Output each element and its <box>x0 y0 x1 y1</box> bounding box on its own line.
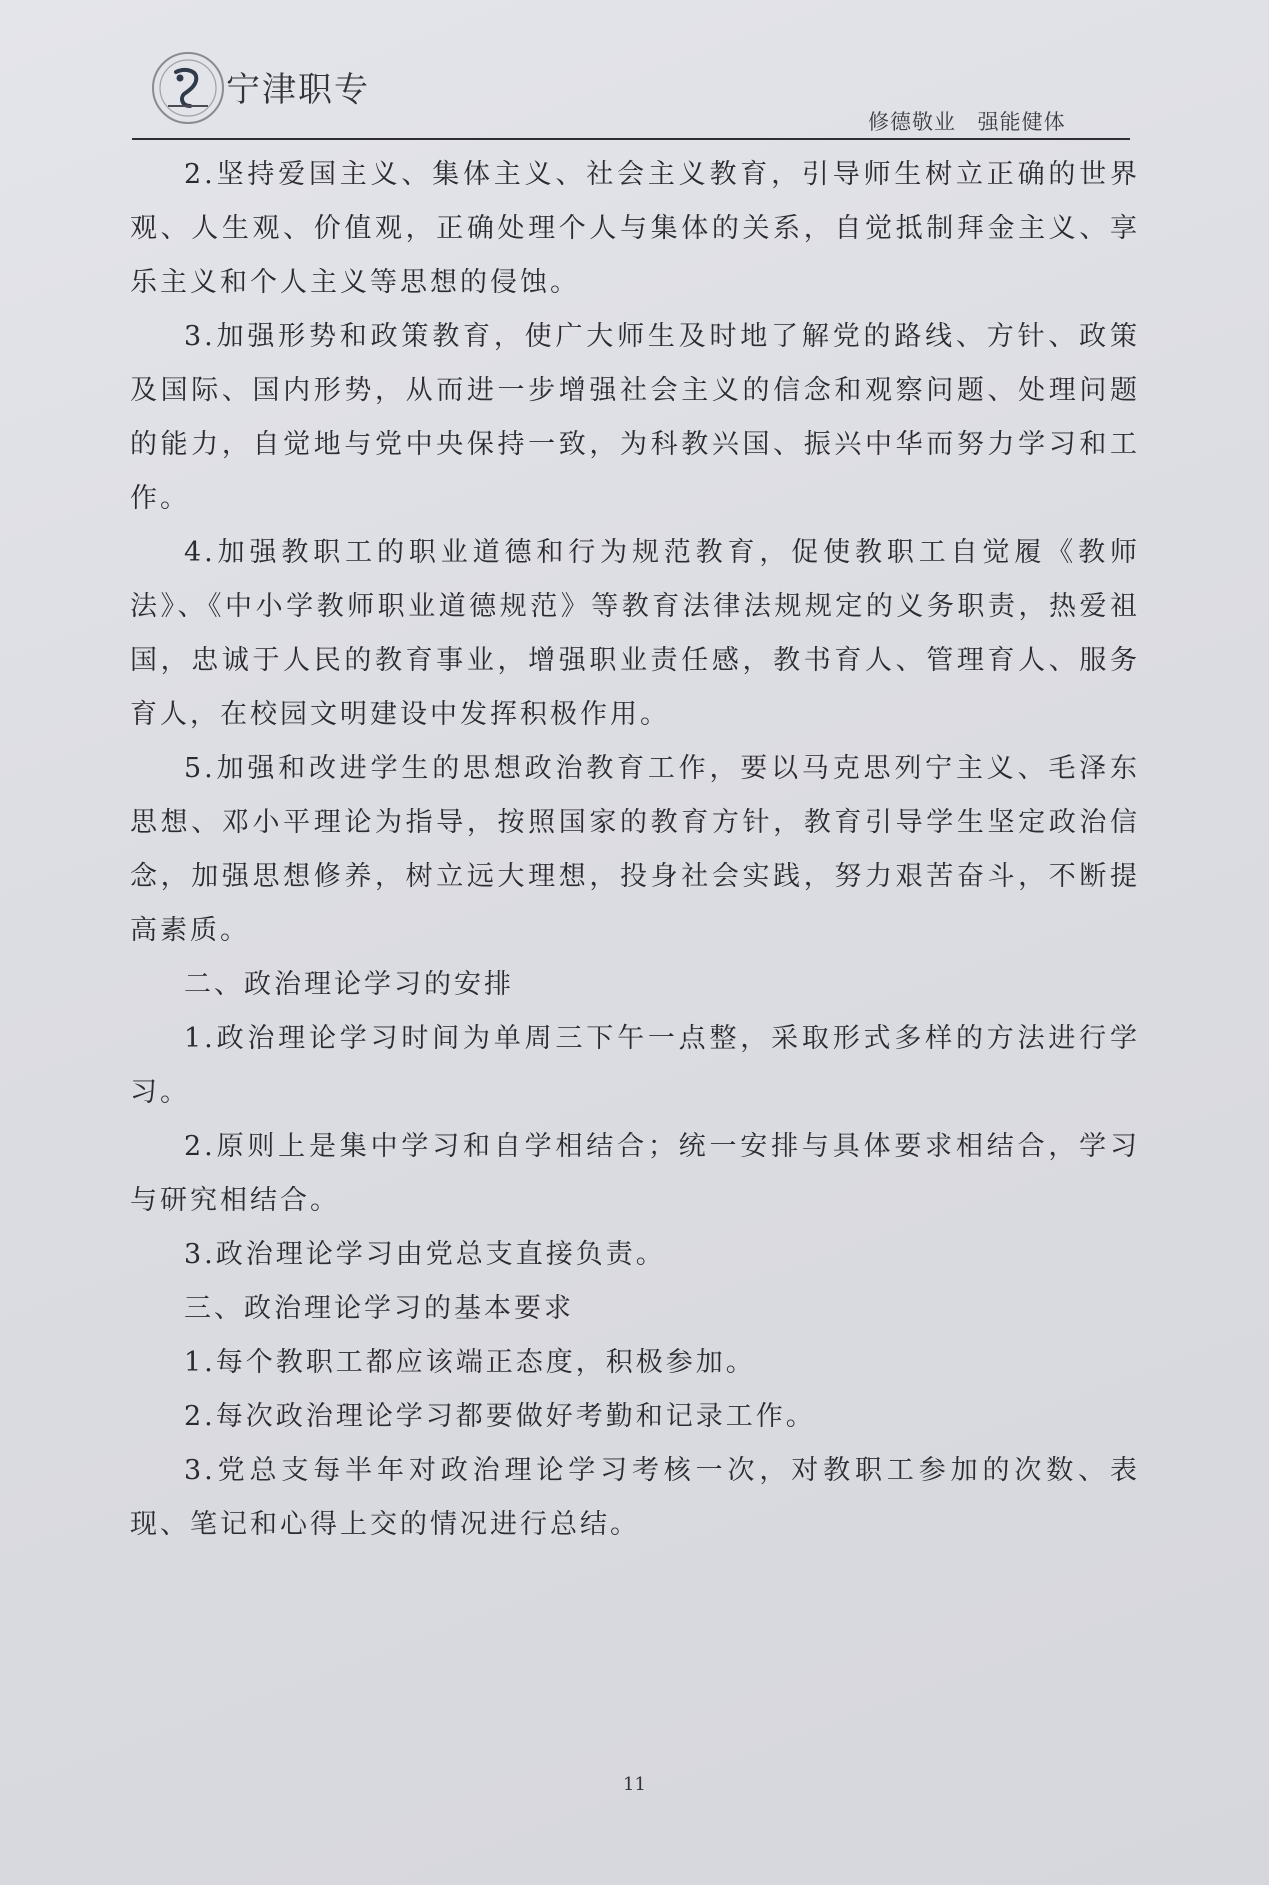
list-item: 1.每个教职工都应该端正态度，积极参加。 <box>184 1347 756 1378</box>
document-body <box>130 148 1140 1552</box>
section-heading: 二、政治理论学习的安排 <box>184 969 514 1000</box>
list-item: 3.党总支每半年对政治理论学习考核一次，对教职工参加的次数、表现、笔记和心得上交的情况进行总结。 <box>130 1455 1140 1540</box>
list-item: 1.政治理论学习时间为单周三下午一点整，采取形式多样的方法进行学习。 <box>130 1023 1140 1108</box>
list-item: 2.每次政治理论学习都要做好考勤和记录工作。 <box>184 1401 816 1432</box>
page-number: 11 <box>623 1774 646 1795</box>
body-paragraph: 3.加强形势和政策教育，使广大师生及时地了解党的路线、方针、政策及国际、国内形势，从而进一步增强社会主义的信念和观察问题、处理问题的能力，自觉地与党中央保持一致，为科教兴国、振兴中华而努力学习和工作。 <box>130 321 1140 514</box>
section-heading: 三、政治理论学习的基本要求 <box>184 1293 574 1324</box>
body-paragraph: 5.加强和改进学生的思想政治教育工作，要以马克思列宁主义、毛泽东思想、邓小平理论为指导，按照国家的教育方针，教育引导学生坚定政治信念，加强思想修养，树立远大理想，投身社会实践，努力艰苦奋斗，不断提高素质。 <box>130 753 1140 946</box>
school-logo-icon <box>150 50 226 126</box>
header-divider <box>132 138 1130 140</box>
school-motto: 修德敬业 强能健体 <box>868 110 1066 134</box>
body-paragraph: 2.坚持爱国主义、集体主义、社会主义教育，引导师生树立正确的世界观、人生观、价值观，正确处理个人与集体的关系，自觉抵制拜金主义、享乐主义和个人主义等思想的侵蚀。 <box>130 159 1140 298</box>
list-item: 2.原则上是集中学习和自学相结合；统一安排与具体要求相结合，学习与研究相结合。 <box>130 1131 1140 1216</box>
page-header <box>0 0 1269 150</box>
body-paragraph: 4.加强教职工的职业道德和行为规范教育，促使教职工自觉履《教师法》、《中小学教师职业道德规范》等教育法律法规规定的义务职责，热爱祖国，忠诚于人民的教育事业，增强职业责任感，教书育人、管理育人、服务育人，在校园文明建设中发挥积极作用。 <box>130 537 1140 730</box>
list-item: 3.政治理论学习由党总支直接负责。 <box>184 1239 666 1270</box>
school-name: 宁津职专 <box>226 70 370 110</box>
